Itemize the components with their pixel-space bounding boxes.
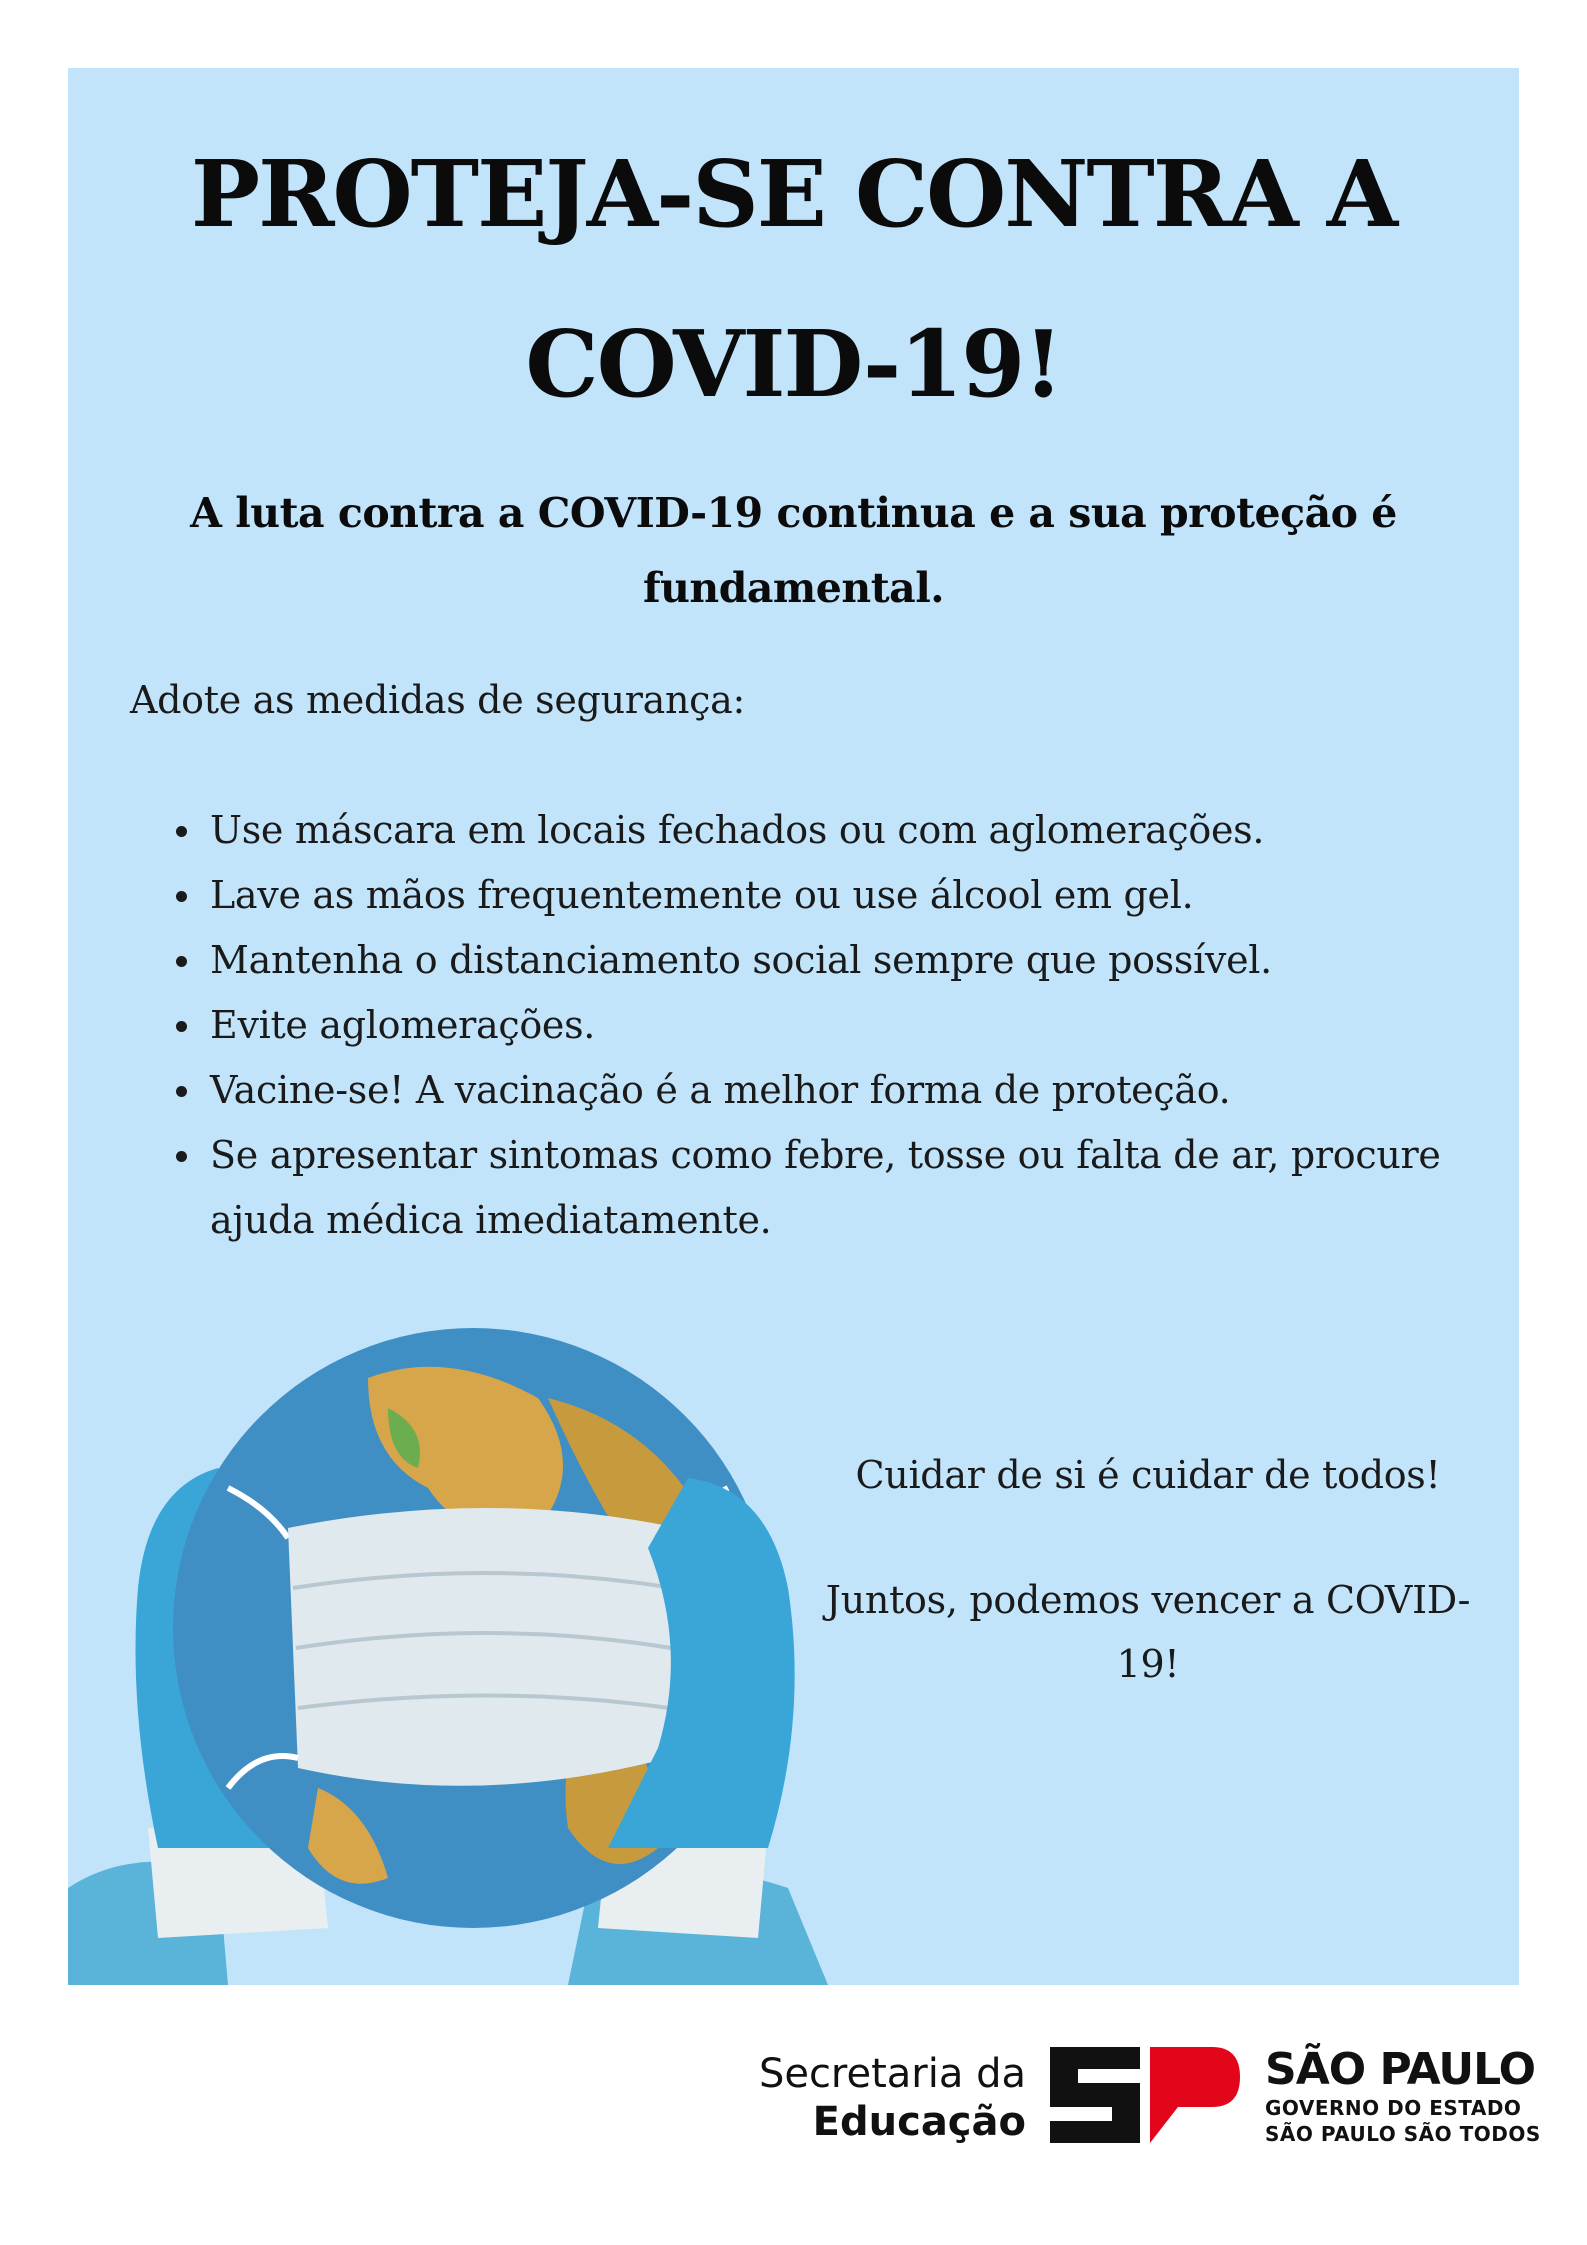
poster-title-line1: PROTEJA-SE CONTRA A xyxy=(190,140,1397,248)
poster-subtitle: A luta contra a COVID-19 continua e a sua proteção é fundamental. xyxy=(190,489,1397,612)
government-label: GOVERNO DO ESTADO xyxy=(1265,2096,1522,2120)
list-item: Mantenha o distanciamento social sempre que possível. xyxy=(170,928,1470,993)
department-line2: Educação xyxy=(812,2099,1026,2145)
list-item: Vacine-se! A vacinação é a melhor forma de proteção. xyxy=(170,1058,1470,1123)
list-item: Lave as mãos frequentemente ou use álcool em gel. xyxy=(170,863,1470,928)
gloved-hands-globe-icon xyxy=(68,1288,868,1985)
government-slogan: SÃO PAULO SÃO TODOS xyxy=(1265,2122,1541,2146)
department-name xyxy=(759,2050,1026,2146)
poster-title-line2: COVID-19! xyxy=(525,310,1062,418)
state-government-logo xyxy=(1265,2045,1541,2147)
department-line1: Secretaria da xyxy=(758,2051,1026,2097)
closing-call: Juntos, podemos vencer a COVID-19! xyxy=(825,1578,1471,1686)
sp-logo-icon xyxy=(1050,2047,1240,2143)
state-name: SÃO PAULO xyxy=(1265,2044,1535,2095)
measures-intro: Adote as medidas de segurança: xyxy=(130,678,745,722)
footer xyxy=(0,1985,1587,2245)
list-item: Se apresentar sintomas como febre, tosse ou falta de ar, procure ajuda médica imediatamente. xyxy=(170,1123,1470,1253)
poster-panel xyxy=(68,68,1519,1985)
safety-measures-list xyxy=(170,798,1470,1253)
list-item: Evite aglomerações. xyxy=(170,993,1470,1058)
list-item: Use máscara em locais fechados ou com aglomerações. xyxy=(170,798,1470,863)
closing-message: Cuidar de si é cuidar de todos! xyxy=(855,1453,1441,1497)
